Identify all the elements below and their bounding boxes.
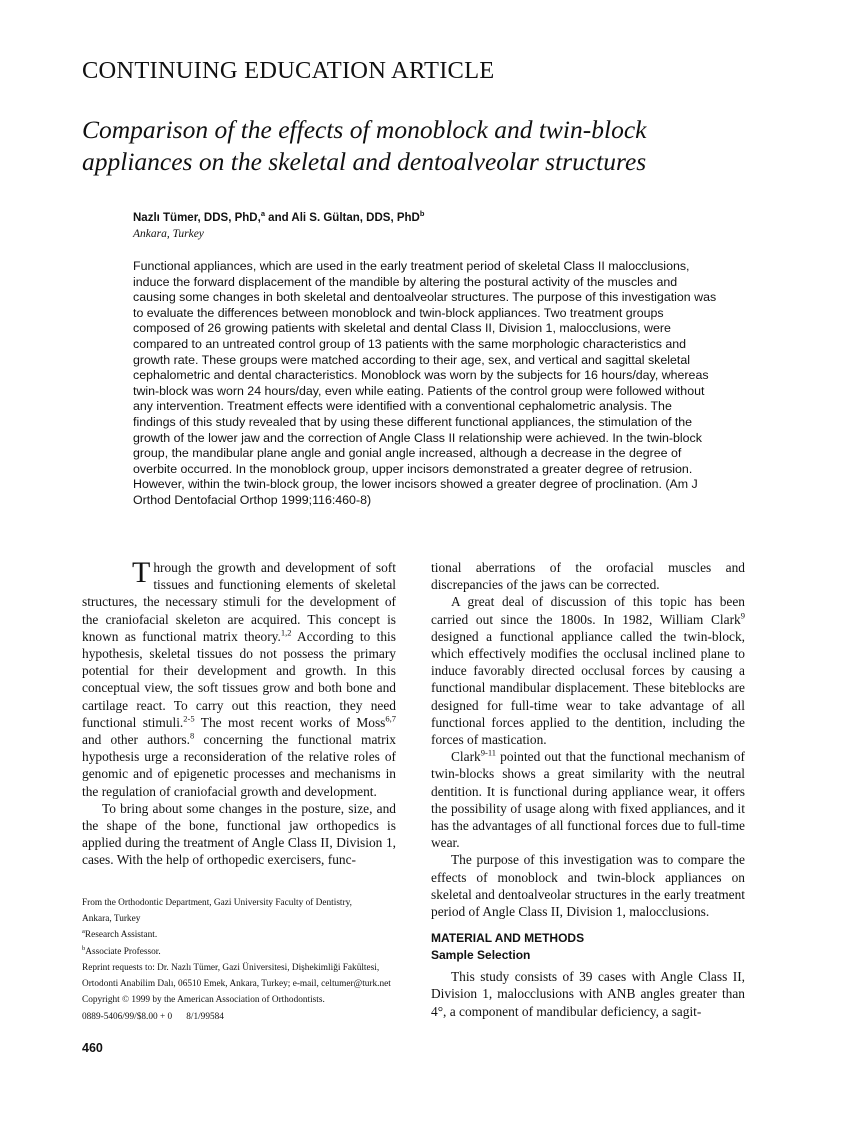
citation-superscript: 1,2 (280, 627, 292, 638)
footnote-b (82, 944, 398, 960)
footnote-affiliation: From the Orthodontic Department, Gazi University Faculty of Dentistry, (82, 897, 352, 908)
footnote-reprint: Reprint requests to: Dr. Nazlı Tümer, Gazi Üniversitesi, Dişhekimliği Fakültesi, (82, 962, 380, 973)
footnote-mark: a (82, 928, 85, 936)
left-column-stack (82, 556, 398, 1056)
author-location: Ankara, Turkey (133, 228, 204, 240)
article-title: Comparison of the effects of monoblock and twin-block appliances on the skeletal and dentoalveolar structures (82, 115, 647, 176)
footnote-copyright: Copyright © 1999 by the American Association of Orthodontists. (82, 995, 325, 1006)
footnote-code-text: 0889-5406/99/$8.00 + 0 (82, 1011, 173, 1022)
body-paragraph (82, 556, 396, 800)
paragraph-text: Clark (451, 749, 481, 765)
body-paragraph (431, 968, 745, 1020)
paragraph-text: and other authors. (82, 732, 190, 748)
paragraph-text: concerning the functional matrix hypothesis urge a reconsideration of the relative roles of genomic and of epigenetic processes and mechanisms in the regulation of craniofacial growth and development. (82, 732, 396, 799)
body-paragraph (431, 748, 745, 851)
author-joiner: and (264, 211, 292, 224)
abstract: Functional appliances, which are used in the early treatment period of skeletal Class II malocclusions, induce the forward displacement of the mandible by altering the postural activity of the muscles and causing some changes in both skeletal and dentoalveolar structures. The purpose of this investigation was to evaluate the differences between monoblock and twin-block appliances. Two treatment groups composed of 26 growing patients with skeletal and dental Class II, Division 1, malocclusions, were compared to an untreated control group of 13 patients with the same morphologic characteristics and growth rate. These groups were matched according to their age, sex, and vertical and sagittal skeletal cephalometric and dental characteristics. Monoblock was worn by the subjects for 16 hours/day, whereas twin-block was worn 24 hours/day, even while eating. Patients of the control group were followed without any intervention. Treatment effects were identified with a conventional cephalometric analysis. The findings of this study revealed that by using these different functional appliances, the stimulation of the growth of the lower jaw and the correction of Angle Class II relationship were achieved. In the twin-block group, the mandibular plane angle and gonial angle increased, although a decrease in the degree of overbite occurred. In the monoblock group, upper incisors demonstrated a greater degree of retrusion. However, within the twin-block group, the lower incisors showed a greater degree of proclination. (Am J Orthod Dentofacial Orthop 1999;116:460-8) (133, 259, 717, 507)
body-paragraph (431, 593, 745, 748)
body-paragraph (431, 851, 745, 920)
footnote-text: Research Assistant. (84, 930, 158, 941)
footnote-affiliation-2: Ankara, Turkey (82, 913, 141, 924)
citation-superscript: 9-11 (480, 747, 497, 758)
page-number: 460 (82, 1041, 103, 1056)
paragraph-text: According to this hypothesis, skeletal tissues do not possess the primary potential for their development and growth. In this conceptual view, the soft tissues grow and both bone and cartilage react. To carry out this reaction, they need functional stimuli. (82, 628, 396, 730)
footnote-code (82, 1009, 398, 1025)
body-right-column (431, 559, 745, 1020)
authors (133, 209, 424, 224)
paragraph-text: tional aberrations of the orofacial muscles and discrepancies of the jaws can be corrected. (431, 560, 745, 593)
author-name: Nazlı Tümer, DDS, PhD, (133, 211, 261, 224)
footnote-text: Associate Professor. (85, 946, 161, 957)
citation-superscript: 6,7 (385, 713, 396, 724)
footnote-mark: b (82, 944, 86, 952)
paragraph-text: The most recent works of Moss (194, 714, 386, 730)
section-label: CONTINUING EDUCATION ARTICLE (82, 57, 495, 84)
author-mark: a (260, 209, 265, 218)
body-left-column (82, 556, 396, 869)
citation-superscript: 2-5 (183, 713, 195, 724)
paragraph-text: hrough the growth and development of soft tissues and functioning elements of skeletal structures, the necessary stimuli for the development of the craniofacial skeleton are acquired. This concept is known as functional matrix theory. (82, 560, 396, 644)
author-mark: b (419, 209, 425, 218)
author-name: Ali S. Gültan, DDS, PhD (291, 211, 420, 224)
footnotes (82, 895, 398, 1025)
footnote-a (82, 927, 398, 943)
body-paragraph (431, 559, 745, 593)
footnote-code-text: 8/1/99584 (186, 1011, 224, 1022)
section-heading: MATERIAL AND METHODS (431, 931, 585, 946)
paragraph-text: A great deal of discussion of this topic has been carried out since the 1800s. In 1982, William Clark (431, 594, 745, 627)
citation-superscript: 8 (189, 730, 195, 741)
paragraph-text: pointed out that the functional mechanism of twin-blocks shows a great similarity with the neutral dentition. It is functional during appliance wear, it offers the possibility of usage along with fixed appliances, and it has the advantages of all functional forces due to full-time wear. (431, 749, 745, 851)
paragraph-text: The purpose of this investigation was to compare the effects of monoblock and twin-block appliances on skeletal and dentoalveolar structures in the early treatment period of Angle Class II, Division 1, malocclusions. (431, 852, 745, 920)
drop-cap: T (132, 556, 151, 589)
paragraph-text: designed a functional appliance called the twin-block, which effectively modifies the occlusal inclined plane to induce favorably directed occlusal forces by causing a functional mandibular displacement. These biteblocks are designed for full-time wear to take advantage of all functional forces applied to the dentition, including the forces of mastication. (431, 628, 745, 748)
footnote-reprint-2: Ortodonti Anabilim Dalı, 06510 Emek, Ankara, Turkey; e-mail, celtumer@turk.net (82, 979, 391, 990)
citation-superscript: 9 (740, 610, 745, 621)
body-paragraph (82, 800, 396, 869)
paragraph-text: This study consists of 39 cases with Angle Class II, Division 1, malocclusions with ANB angles greater than 4°, a component of mandibular deficiency, a sagit- (431, 969, 745, 1019)
paragraph-text: To bring about some changes in the posture, size, and the shape of the bone, functional jaw orthopedics is applied during the treatment of Angle Class II, Division 1, cases. With the help of orthopedic exercisers, func- (82, 800, 396, 868)
subsection-heading: Sample Selection (431, 948, 531, 963)
